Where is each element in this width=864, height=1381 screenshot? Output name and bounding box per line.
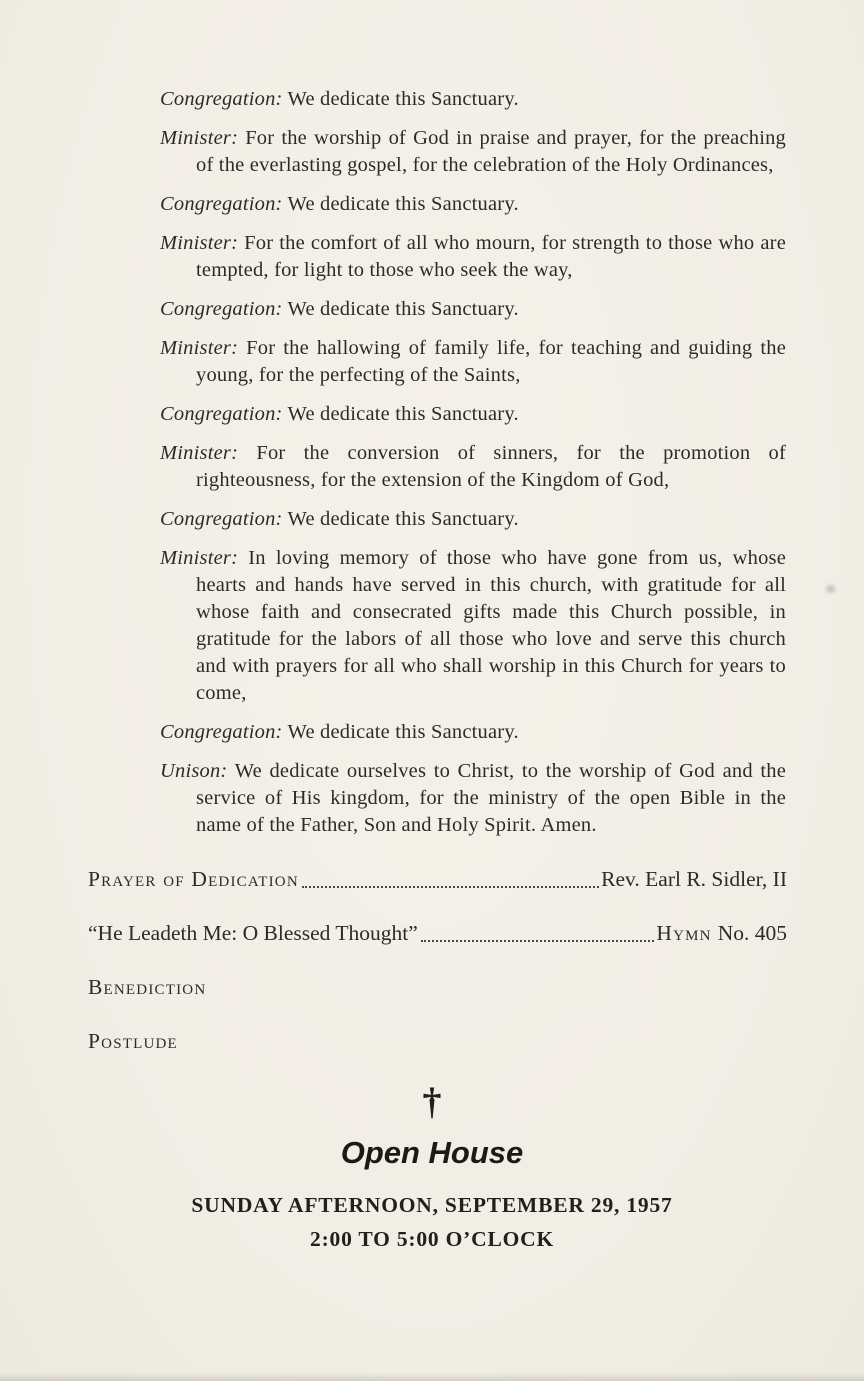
liturgy-text: We dedicate this Sanctuary.: [287, 508, 519, 530]
speaker-label: Congregation:: [160, 88, 283, 110]
liturgy-paragraph: [160, 758, 786, 839]
liturgy-paragraph: [160, 401, 786, 428]
liturgy-paragraph: [160, 230, 786, 284]
liturgy-paragraph: [160, 335, 786, 389]
liturgy-text: We dedicate this Sanctuary.: [287, 721, 519, 743]
program-row-benediction: [88, 975, 787, 1000]
liturgy-text: For the comfort of all who mourn, for strength to those who are tempted, for light to those who seek the way,: [196, 232, 787, 281]
cross-icon: †: [422, 1081, 442, 1123]
responsive-reading-section: [160, 86, 786, 839]
speaker-label: Minister:: [160, 127, 239, 149]
hymn-number: No. 405: [717, 921, 787, 945]
liturgy-paragraph: [160, 86, 786, 113]
liturgy-text: We dedicate ourselves to Christ, to the worship of God and the service of His kingdom, for the ministry of the open Bible in the name of the Father, Son and Holy Spirit. Amen.: [196, 760, 786, 836]
program-label: Postlude: [88, 1029, 178, 1053]
speaker-label: Congregation:: [160, 721, 283, 743]
program-label: Benediction: [88, 975, 207, 999]
liturgy-paragraph: [160, 719, 786, 746]
speaker-label: Congregation:: [160, 298, 283, 320]
liturgy-paragraph: [160, 125, 786, 179]
hymn-word: Hymn: [656, 921, 712, 945]
program-row-hymn: [88, 921, 787, 946]
speaker-label: Minister:: [160, 547, 239, 569]
liturgy-text: We dedicate this Sanctuary.: [287, 193, 519, 215]
speaker-label: Unison:: [160, 760, 228, 782]
program-label: Prayer of Dedication: [88, 867, 299, 891]
liturgy-paragraph: [160, 506, 786, 533]
speaker-label: Minister:: [160, 337, 239, 359]
liturgy-text: We dedicate this Sanctuary.: [287, 403, 519, 425]
liturgy-paragraph: [160, 191, 786, 218]
liturgy-text: For the worship of God in praise and prayer, for the preaching of the everlasting gospel, for the celebration of the Holy Ordinances,: [196, 127, 786, 176]
liturgy-paragraph: [160, 440, 786, 494]
liturgy-text: For the conversion of sinners, for the promotion of righteousness, for the extension of the Kingdom of God,: [196, 442, 786, 491]
speaker-label: Minister:: [160, 232, 239, 254]
speaker-label: Congregation:: [160, 403, 283, 425]
program-row-prayer-of-dedication: [88, 867, 787, 892]
dotted-leader: [302, 885, 599, 888]
program-value: Rev. Earl R. Sidler, II: [601, 867, 787, 891]
liturgy-paragraph: [160, 296, 786, 323]
liturgy-text: In loving memory of those who have gone from us, whose hearts and hands have served in this church, with gratitude for all whose faith and consecrated gifts made this Church possible, in gratitude for the labors of all those who love and serve this church and with prayers for all who shall worship in this Church for years to come,: [196, 547, 786, 704]
liturgy-text: We dedicate this Sanctuary.: [287, 88, 519, 110]
order-of-service-section: [88, 867, 787, 1054]
open-house-title: Open House: [340, 1135, 524, 1170]
speaker-label: Minister:: [160, 442, 239, 464]
speaker-label: Congregation:: [160, 508, 283, 530]
liturgy-text: We dedicate this Sanctuary.: [287, 298, 519, 320]
open-house-time: 2:00 TO 5:00 O’CLOCK: [310, 1227, 554, 1251]
open-house-date: SUNDAY AFTERNOON, SEPTEMBER 29, 1957: [191, 1193, 673, 1217]
liturgy-text: For the hallowing of family life, for teaching and guiding the young, for the perfecting of the Saints,: [196, 337, 786, 386]
open-house-announcement: [0, 1083, 864, 1252]
program-row-postlude: [88, 1029, 787, 1054]
dotted-leader: [421, 939, 655, 942]
liturgy-paragraph: [160, 545, 786, 707]
speaker-label: Congregation:: [160, 193, 283, 215]
program-label: “He Leadeth Me: O Blessed Thought”: [88, 921, 418, 945]
scan-speck: [826, 585, 835, 593]
